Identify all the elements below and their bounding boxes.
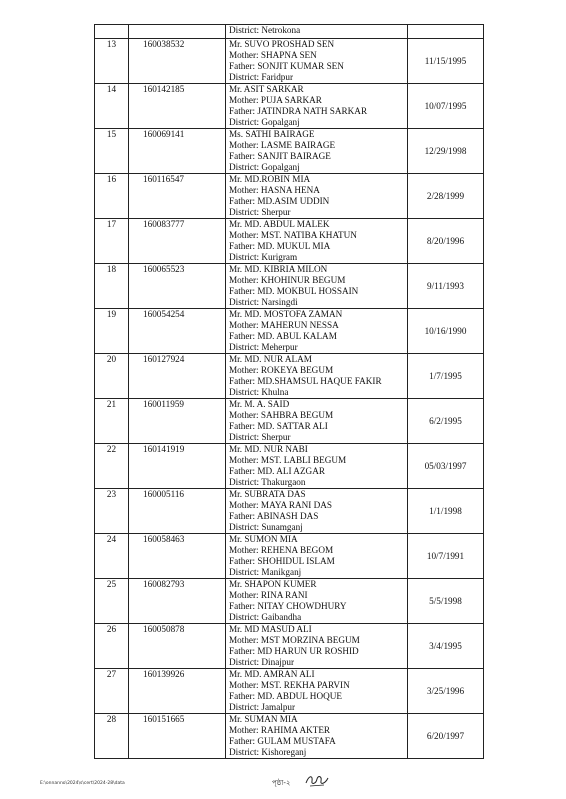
candidate-table-page — [94, 24, 484, 759]
date-of-birth: 3/25/1996 — [408, 669, 484, 714]
candidate-father: Father: MD. MUKUL MIA — [229, 241, 331, 251]
candidate-name: Mr. SUMON MIA — [229, 534, 298, 544]
candidate-mother: Mother: LASME BAIRAGE — [229, 140, 336, 150]
candidate-info — [226, 84, 408, 129]
date-of-birth: 1/7/1995 — [408, 354, 484, 399]
roll-number: 160141919 — [129, 444, 226, 489]
candidate-father: Father: NITAY CHOWDHURY — [229, 601, 347, 611]
table-row — [95, 489, 484, 534]
candidate-info — [226, 399, 408, 444]
candidate-father: Father: MD. MOKBUL HOSSAIN — [229, 286, 359, 296]
candidate-father: Father: ABINASH DAS — [229, 511, 319, 521]
candidate-name: Mr. MD. ABDUL MALEK — [229, 219, 330, 229]
table-row — [95, 309, 484, 354]
candidate-info — [226, 489, 408, 534]
candidate-name: Mr. MD. NUR NABI — [229, 444, 308, 454]
candidate-father: Father: MD. ALI AZGAR — [229, 466, 325, 476]
candidate-info — [226, 129, 408, 174]
candidate-mother: Mother: MST. REKHA PARVIN — [229, 680, 350, 690]
candidate-name: Mr. MD. KIBRIA MILON — [229, 264, 328, 274]
serial-number: 23 — [95, 489, 129, 534]
date-of-birth: 9/11/1993 — [408, 264, 484, 309]
footer-file-path: E:\onnanno\2024\s\cert\2024-28\data — [40, 781, 125, 786]
candidate-mother: Mother: MST MORZINA BEGUM — [229, 635, 360, 645]
candidate-name: Mr. M. A. SAID — [229, 399, 290, 409]
roll-cell — [129, 25, 226, 39]
candidate-father: Father: MD.SHAMSUL HAQUE FAKIR — [229, 376, 382, 386]
candidate-mother: Mother: ROKEYA BEGUM — [229, 365, 334, 375]
candidate-district: District: Sherpur — [229, 432, 291, 442]
table-row — [95, 129, 484, 174]
serial-number: 25 — [95, 579, 129, 624]
candidate-mother: Mother: PUJA SARKAR — [229, 95, 322, 105]
serial-number: 21 — [95, 399, 129, 444]
roll-number: 160142185 — [129, 84, 226, 129]
candidate-mother: Mother: REHENA BEGOM — [229, 545, 334, 555]
candidate-mother: Mother: SHAPNA SEN — [229, 50, 317, 60]
roll-number: 160151665 — [129, 714, 226, 759]
date-of-birth: 12/29/1998 — [408, 129, 484, 174]
candidate-mother: Mother: MAHERUN NESSA — [229, 320, 339, 330]
candidate-name: Mr. SUMAN MIA — [229, 714, 298, 724]
date-of-birth: 3/4/1995 — [408, 624, 484, 669]
candidate-district: District: Gaibandha — [229, 612, 302, 622]
roll-number: 160038532 — [129, 39, 226, 84]
date-of-birth: 1/1/1998 — [408, 489, 484, 534]
candidate-info — [226, 264, 408, 309]
date-of-birth: 6/20/1997 — [408, 714, 484, 759]
serial-number: 27 — [95, 669, 129, 714]
roll-number: 160054254 — [129, 309, 226, 354]
table-row — [95, 714, 484, 759]
candidate-father: Father: SHOHIDUL ISLAM — [229, 556, 335, 566]
candidate-name: Mr. SUVO PROSHAD SEN — [229, 39, 335, 49]
candidate-district: District: Thakurgaon — [229, 477, 306, 487]
roll-number: 160083777 — [129, 219, 226, 264]
serial-number: 28 — [95, 714, 129, 759]
roll-number: 160065523 — [129, 264, 226, 309]
continuation-row — [95, 25, 484, 39]
candidate-mother: Mother: MST. LABLI BEGUM — [229, 455, 347, 465]
table-row — [95, 174, 484, 219]
candidate-table — [94, 24, 484, 759]
roll-number: 160127924 — [129, 354, 226, 399]
serial-number: 19 — [95, 309, 129, 354]
candidate-district: District: Faridpur — [229, 72, 294, 82]
dob-cell — [408, 25, 484, 39]
serial-number: 13 — [95, 39, 129, 84]
table-row — [95, 444, 484, 489]
candidate-name: Mr. MD. AMRAN ALI — [229, 669, 315, 679]
table-row — [95, 669, 484, 714]
candidate-info — [226, 714, 408, 759]
table-row — [95, 579, 484, 624]
candidate-father: Father: MD. SATTAR ALI — [229, 421, 328, 431]
candidate-name: Ms. SATHI BAIRAGE — [229, 129, 315, 139]
page-number: পৃষ্ঠা-২ — [272, 779, 291, 787]
table-row — [95, 264, 484, 309]
candidate-district: District: Kishoreganj — [229, 747, 307, 757]
candidate-father: Father: GULAM MUSTAFA — [229, 736, 336, 746]
candidate-father: Father: SANJIT BAIRAGE — [229, 151, 331, 161]
candidate-info — [226, 309, 408, 354]
candidate-father: Father: MD. ABDUL HOQUE — [229, 691, 342, 701]
date-of-birth: 11/15/1995 — [408, 39, 484, 84]
candidate-father: Father: SONJIT KUMAR SEN — [229, 61, 344, 71]
candidate-info — [226, 444, 408, 489]
candidate-name: Mr. MD. MOSTOFA ZAMAN — [229, 309, 343, 319]
candidate-district: District: Manikganj — [229, 567, 302, 577]
date-of-birth: 6/2/1995 — [408, 399, 484, 444]
candidate-district: District: Meherpur — [229, 342, 298, 352]
candidate-mother: Mother: KHOHINUR BEGUM — [229, 275, 346, 285]
serial-number: 15 — [95, 129, 129, 174]
roll-number: 160005116 — [129, 489, 226, 534]
date-of-birth: 10/7/1991 — [408, 534, 484, 579]
serial-number: 20 — [95, 354, 129, 399]
candidate-district: District: Dinajpur — [229, 657, 295, 667]
candidate-mother: Mother: RAHIMA AKTER — [229, 725, 331, 735]
signature-icon — [304, 772, 330, 788]
candidate-district: District: Kurigram — [229, 252, 298, 262]
candidate-info — [226, 174, 408, 219]
date-of-birth: 8/20/1996 — [408, 219, 484, 264]
candidate-info — [226, 219, 408, 264]
serial-number: 16 — [95, 174, 129, 219]
roll-number: 160058463 — [129, 534, 226, 579]
serial-number: 14 — [95, 84, 129, 129]
serial-number: 22 — [95, 444, 129, 489]
date-of-birth: 5/5/1998 — [408, 579, 484, 624]
serial-number: 17 — [95, 219, 129, 264]
candidate-father: Father: JATINDRA NATH SARKAR — [229, 106, 368, 116]
serial-number: 26 — [95, 624, 129, 669]
candidate-info — [226, 534, 408, 579]
candidate-mother: Mother: RINA RANI — [229, 590, 308, 600]
candidate-info — [226, 579, 408, 624]
candidate-father: Father: MD. ABUL KALAM — [229, 331, 337, 341]
candidate-name: Mr. MD MASUD ALI — [229, 624, 312, 634]
candidate-mother: Mother: MST. NATIBA KHATUN — [229, 230, 357, 240]
candidate-father: Father: MD.ASIM UDDIN — [229, 196, 330, 206]
date-of-birth: 10/07/1995 — [408, 84, 484, 129]
table-row — [95, 534, 484, 579]
date-of-birth: 2/28/1999 — [408, 174, 484, 219]
roll-number: 160116547 — [129, 174, 226, 219]
candidate-district: District: Gopalganj — [229, 117, 300, 127]
date-of-birth: 10/16/1990 — [408, 309, 484, 354]
candidate-name: Mr. MD. NUR ALAM — [229, 354, 312, 364]
candidate-father: Father: MD HARUN UR ROSHID — [229, 646, 359, 656]
candidate-name: Mr. ASIT SARKAR — [229, 84, 304, 94]
table-row — [95, 219, 484, 264]
date-of-birth: 05/03/1997 — [408, 444, 484, 489]
candidate-mother: Mother: HASNA HENA — [229, 185, 320, 195]
candidate-info — [226, 354, 408, 399]
table-row — [95, 84, 484, 129]
candidate-info — [226, 669, 408, 714]
candidate-name: Mr. MD.ROBIN MIA — [229, 174, 311, 184]
table-row — [95, 39, 484, 84]
candidate-info — [226, 624, 408, 669]
candidate-mother: Mother: SAHBRA BEGUM — [229, 410, 334, 420]
roll-number: 160011959 — [129, 399, 226, 444]
candidate-info — [226, 39, 408, 84]
sl-cell — [95, 25, 129, 39]
candidate-mother: Mother: MAYA RANI DAS — [229, 500, 333, 510]
roll-number: 160082793 — [129, 579, 226, 624]
candidate-district: District: Narsingdi — [229, 297, 298, 307]
roll-number: 160050878 — [129, 624, 226, 669]
roll-number: 160069141 — [129, 129, 226, 174]
table-row — [95, 399, 484, 444]
roll-number: 160139926 — [129, 669, 226, 714]
candidate-district: District: Sunamganj — [229, 522, 303, 532]
candidate-district: District: Gopalganj — [229, 162, 300, 172]
continuation-district: District: Netrokona — [226, 25, 408, 39]
table-row — [95, 624, 484, 669]
candidate-name: Mr. SHAPON KUMER — [229, 579, 317, 589]
candidate-district: District: Khulna — [229, 387, 289, 397]
candidate-district: District: Sherpur — [229, 207, 291, 217]
serial-number: 24 — [95, 534, 129, 579]
candidate-name: Mr. SUBRATA DAS — [229, 489, 306, 499]
serial-number: 18 — [95, 264, 129, 309]
candidate-district: District: Jamalpur — [229, 702, 296, 712]
table-row — [95, 354, 484, 399]
